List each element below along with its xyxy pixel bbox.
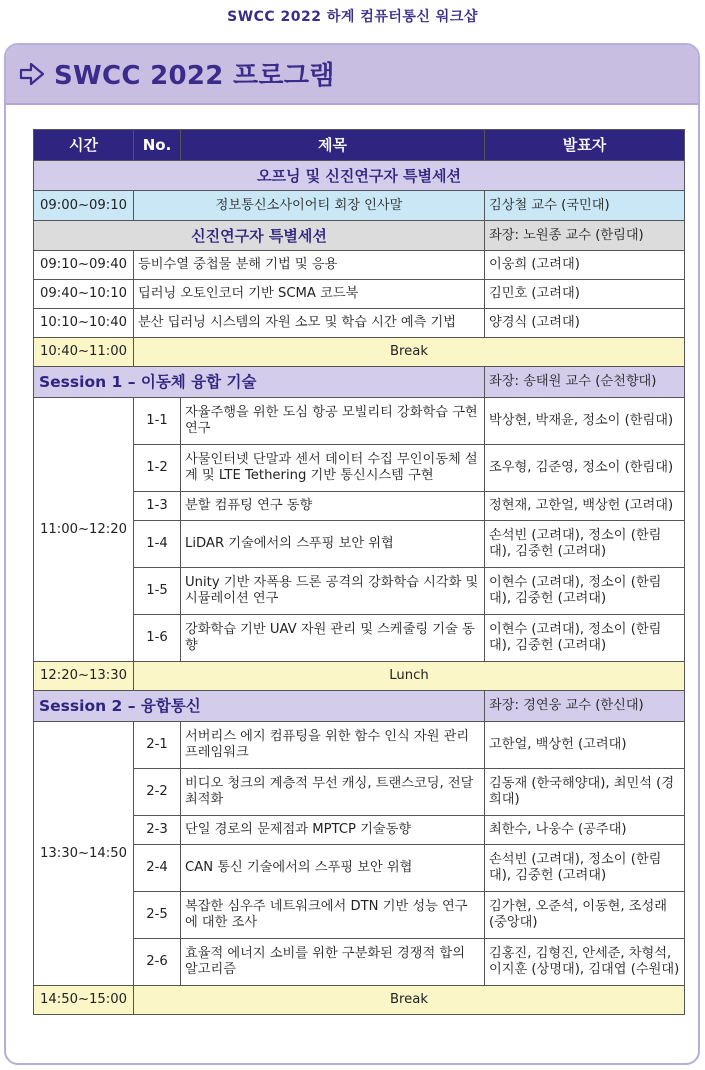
session2-time: 13:30~14:50 — [34, 722, 134, 986]
row-time: 09:10~09:40 — [34, 251, 134, 280]
row-title: 복잡한 심우주 네트워크에서 DTN 기반 성능 연구에 대한 조사 — [181, 892, 485, 939]
row-no: 2-4 — [134, 845, 181, 892]
row-no: 1-2 — [134, 445, 181, 492]
program-card — [4, 43, 700, 1065]
row-time: 14:50~15:00 — [34, 986, 134, 1015]
col-header-title: 제목 — [181, 130, 485, 161]
row-title: 사물인터넷 단말과 센서 데이터 수집 무인이동체 설계 및 LTE Tethering 기반 통신시스템 구현 — [181, 445, 485, 492]
row-title: 분할 컴퓨팅 연구 동향 — [181, 492, 485, 521]
row-no: 2-1 — [134, 722, 181, 769]
row-presenter: 김홍진, 김형진, 안세준, 차형석, 이지훈 (상명대), 김대엽 (수원대) — [485, 939, 685, 986]
session2-title: Session 2 – 융합통신 — [34, 691, 485, 722]
break-row — [34, 986, 685, 1015]
row-title: 자율주행을 위한 도심 항공 모빌리티 강화학습 구현 연구 — [181, 398, 485, 445]
program-card-header — [6, 45, 698, 105]
special-section-title: 신진연구자 특별세션 — [34, 221, 485, 251]
session1-chair: 좌장: 송태원 교수 (순천향대) — [485, 367, 685, 398]
row-presenter: 손석빈 (고려대), 정소이 (한림대), 김중헌 (고려대) — [485, 845, 685, 892]
break-label: Break — [134, 986, 685, 1015]
col-header-no: No. — [134, 130, 181, 161]
row-no: 2-2 — [134, 769, 181, 816]
row-title: 정보통신소사이어티 회장 인사말 — [134, 191, 485, 221]
table-header-row — [34, 130, 685, 161]
row-title: CAN 통신 기술에서의 스푸핑 보안 위협 — [181, 845, 485, 892]
row-presenter: 고한얼, 백상헌 (고려대) — [485, 722, 685, 769]
row-title: 서버리스 에지 컴퓨팅을 위한 함수 인식 자원 관리 프레임워크 — [181, 722, 485, 769]
workshop-title: SWCC 2022 하계 컴퓨터통신 워크샵 — [227, 9, 478, 25]
row-no: 1-1 — [134, 398, 181, 445]
row-title: 비디오 청크의 계층적 무선 캐싱, 트랜스코딩, 전달 최적화 — [181, 769, 485, 816]
row-no: 2-5 — [134, 892, 181, 939]
table-row — [34, 398, 685, 445]
row-no: 2-3 — [134, 816, 181, 845]
row-presenter: 김민호 (고려대) — [485, 280, 685, 309]
col-header-presenter: 발표자 — [485, 130, 685, 161]
opening-section-row — [34, 161, 685, 191]
session2-chair: 좌장: 경연웅 교수 (한신대) — [485, 691, 685, 722]
row-time: 10:40~11:00 — [34, 338, 134, 367]
lunch-label: Lunch — [134, 662, 685, 691]
col-header-time: 시간 — [34, 130, 134, 161]
row-presenter: 정현재, 고한얼, 백상헌 (고려대) — [485, 492, 685, 521]
table-row — [34, 280, 685, 309]
row-title: 등비수열 중첩물 분해 기법 및 응용 — [134, 251, 485, 280]
table-row — [34, 722, 685, 769]
row-title: 효율적 에너지 소비를 위한 구분화된 경쟁적 합의 알고리즘 — [181, 939, 485, 986]
table-row — [34, 251, 685, 280]
row-presenter: 손석빈 (고려대), 정소이 (한림대), 김중헌 (고려대) — [485, 521, 685, 568]
row-no: 2-6 — [134, 939, 181, 986]
arrow-right-icon — [18, 59, 48, 89]
row-no: 1-3 — [134, 492, 181, 521]
row-time: 09:00~09:10 — [34, 191, 134, 221]
special-section-row — [34, 221, 685, 251]
row-title: LiDAR 기술에서의 스푸핑 보안 위협 — [181, 521, 485, 568]
opening-section-title: 오프닝 및 신진연구자 특별세션 — [34, 161, 685, 191]
row-time: 09:40~10:10 — [34, 280, 134, 309]
row-presenter: 김상철 교수 (국민대) — [485, 191, 685, 221]
row-title: 분산 딥러닝 시스템의 자원 소모 및 학습 시간 예측 기법 — [134, 309, 485, 338]
session2-header-row — [34, 691, 685, 722]
row-title: 단일 경로의 문제점과 MPTCP 기술동향 — [181, 816, 485, 845]
row-time: 10:10~10:40 — [34, 309, 134, 338]
lunch-row — [34, 662, 685, 691]
row-title: 딥러닝 오토인코더 기반 SCMA 코드북 — [134, 280, 485, 309]
session1-header-row — [34, 367, 685, 398]
row-presenter: 박상현, 박재윤, 정소이 (한림대) — [485, 398, 685, 445]
program-title: SWCC 2022 프로그램 — [54, 61, 335, 91]
special-section-chair: 좌장: 노원종 교수 (한림대) — [485, 221, 685, 251]
table-row — [34, 191, 685, 221]
row-no: 1-4 — [134, 521, 181, 568]
break-label: Break — [134, 338, 685, 367]
row-time: 12:20~13:30 — [34, 662, 134, 691]
row-no: 1-6 — [134, 615, 181, 662]
row-presenter: 이웅희 (고려대) — [485, 251, 685, 280]
program-table — [33, 129, 685, 1015]
row-presenter: 최한수, 나웅수 (공주대) — [485, 816, 685, 845]
table-row — [34, 309, 685, 338]
row-presenter: 양경식 (고려대) — [485, 309, 685, 338]
row-presenter: 이현수 (고려대), 정소이 (한림대), 김중헌 (고려대) — [485, 568, 685, 615]
row-presenter: 김동재 (한국해양대), 최민석 (경희대) — [485, 769, 685, 816]
session1-time: 11:00~12:20 — [34, 398, 134, 662]
row-presenter: 김가현, 오준석, 이동현, 조성래 (중앙대) — [485, 892, 685, 939]
row-no: 1-5 — [134, 568, 181, 615]
row-presenter: 이현수 (고려대), 정소이 (한림대), 김중헌 (고려대) — [485, 615, 685, 662]
row-title: 강화학습 기반 UAV 자원 관리 및 스케줄링 기술 동향 — [181, 615, 485, 662]
break-row — [34, 338, 685, 367]
session1-title: Session 1 – 이동체 융합 기술 — [34, 367, 485, 398]
row-title: Unity 기반 자폭용 드론 공격의 강화학습 시각화 및 시뮬레이션 연구 — [181, 568, 485, 615]
row-presenter: 조우형, 김준영, 정소이 (한림대) — [485, 445, 685, 492]
